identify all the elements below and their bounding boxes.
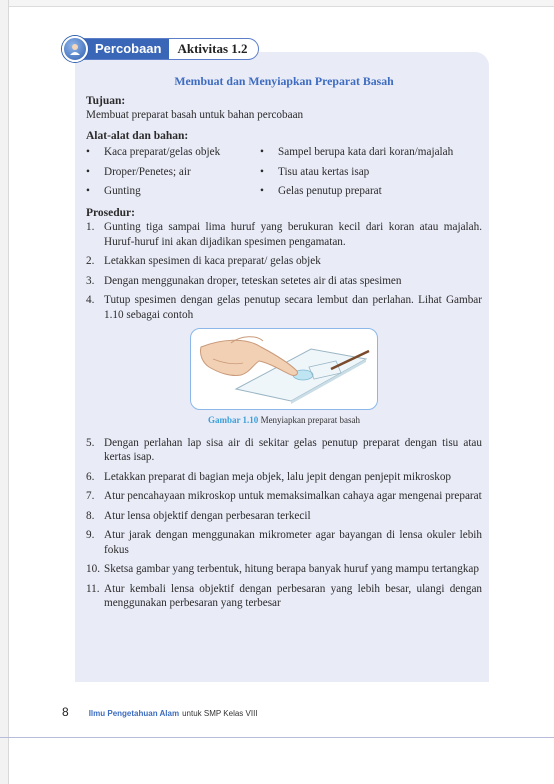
materials-heading: Alat-alat dan bahan: <box>86 129 189 142</box>
step-text: Gunting tiga sampai lima huruf yang berukuran kecil dari koran atau majalah. Huruf-huruf ini akan dijadikan spesimen pengamatan. <box>104 221 482 248</box>
material-item <box>86 145 260 160</box>
step-text: Atur jarak dengan menggunakan mikrometer agar bayangan di lensa okuler lebih fokus <box>104 529 482 556</box>
step-text: Sketsa gambar yang terbentuk, hitung berapa banyak huruf yang mampu tertangkap <box>104 563 479 575</box>
material-label: Gelas penutup preparat <box>278 185 382 197</box>
step-number: 1. <box>86 221 95 233</box>
tab-label-activity: Aktivitas 1.2 <box>177 41 248 56</box>
goal-text: Membuat preparat basah untuk bahan percobaan <box>86 109 304 121</box>
step-number: 9. <box>86 529 95 541</box>
step-text: Letakkan preparat di bagian meja objek, lalu jepit dengan penjepit mikroskop <box>104 470 452 483</box>
bullet: • <box>86 146 90 158</box>
bullet: • <box>260 146 264 158</box>
figure-caption <box>86 413 482 428</box>
step-text: Dengan perlahan lap sisa air di sekitar gelas penutup preparat dengan tisu atau kertas isap. <box>104 436 482 463</box>
step-text: Tutup spesimen dengan gelas penutup secara lembut dan perlahan. Lihat Gambar 1.10 sebagai contoh <box>104 294 482 321</box>
material-item <box>260 184 482 199</box>
page-left-edge <box>0 0 9 784</box>
procedure-step <box>86 220 482 249</box>
scientist-avatar-icon <box>62 36 88 62</box>
procedure-step <box>86 470 482 485</box>
material-label: Droper/Penetes; air <box>104 165 191 178</box>
procedure-heading: Prosedur: <box>86 206 135 219</box>
procedure-step <box>86 293 482 322</box>
step-number: 6. <box>86 470 95 483</box>
procedure-step <box>86 582 482 611</box>
material-item <box>86 165 260 180</box>
material-label: Kaca preparat/gelas objek <box>104 146 221 158</box>
bullet: • <box>86 165 90 178</box>
figure-slide-preparation <box>190 328 378 410</box>
step-number: 4. <box>86 294 95 306</box>
procedure-steps-first <box>86 220 482 322</box>
material-label: Gunting <box>104 185 141 197</box>
procedure-step <box>86 528 482 557</box>
bullet: • <box>260 185 264 197</box>
page-top-edge <box>0 0 554 7</box>
material-label: Tisu atau kertas isap <box>278 165 370 178</box>
step-text: Dengan menggunakan droper, teteskan setetes air di atas spesimen <box>104 274 402 287</box>
procedure-step <box>86 274 482 289</box>
step-number: 11. <box>86 582 100 595</box>
activity-title: Membuat dan Menyiapkan Preparat Basah <box>174 74 394 88</box>
step-number: 8. <box>86 509 95 522</box>
step-number: 2. <box>86 255 95 267</box>
step-text: Atur kembali lensa objektif dengan perbesaran yang lebih besar, ulangi dengan menggunakan perbesaran yang terbesar <box>104 582 482 609</box>
material-label: Sampel berupa kata dari koran/majalah <box>278 146 454 158</box>
material-item <box>86 184 260 199</box>
bullet: • <box>86 185 90 197</box>
step-number: 3. <box>86 274 95 287</box>
procedure-step <box>86 562 482 577</box>
materials-list <box>86 145 482 199</box>
step-text: Atur pencahayaan mikroskop untuk memaksimalkan cahaya agar mengenai preparat <box>104 490 482 502</box>
step-text: Atur lensa objektif dengan perbesaran terkecil <box>104 509 311 522</box>
goal-heading: Tujuan: <box>86 94 126 107</box>
bullet: • <box>260 165 264 178</box>
tab-label-percobaan: Percobaan <box>81 39 169 59</box>
step-number: 7. <box>86 490 95 502</box>
step-number: 10. <box>86 563 100 575</box>
procedure-step <box>86 436 482 465</box>
procedure-step <box>86 489 482 504</box>
procedure-step <box>86 509 482 524</box>
step-number: 5. <box>86 436 95 449</box>
figure-label: Gambar 1.10 <box>207 415 259 425</box>
procedure-steps-second <box>86 436 482 611</box>
procedure-step <box>86 254 482 269</box>
step-text: Letakkan spesimen di kaca preparat/ gelas objek <box>104 255 321 267</box>
material-item <box>260 145 482 160</box>
activity-content <box>86 57 482 616</box>
figure-caption-text: Menyiapkan preparat basah <box>258 415 361 425</box>
slide-preparation-illustration <box>191 329 377 409</box>
page-number: 8 <box>62 705 69 719</box>
page-footer <box>62 705 258 719</box>
book-title: Ilmu Pengetahuan Alam <box>88 709 180 718</box>
material-item <box>260 165 482 180</box>
footer-divider <box>0 737 554 738</box>
book-subtitle: untuk SMP Kelas VIII <box>182 709 258 718</box>
